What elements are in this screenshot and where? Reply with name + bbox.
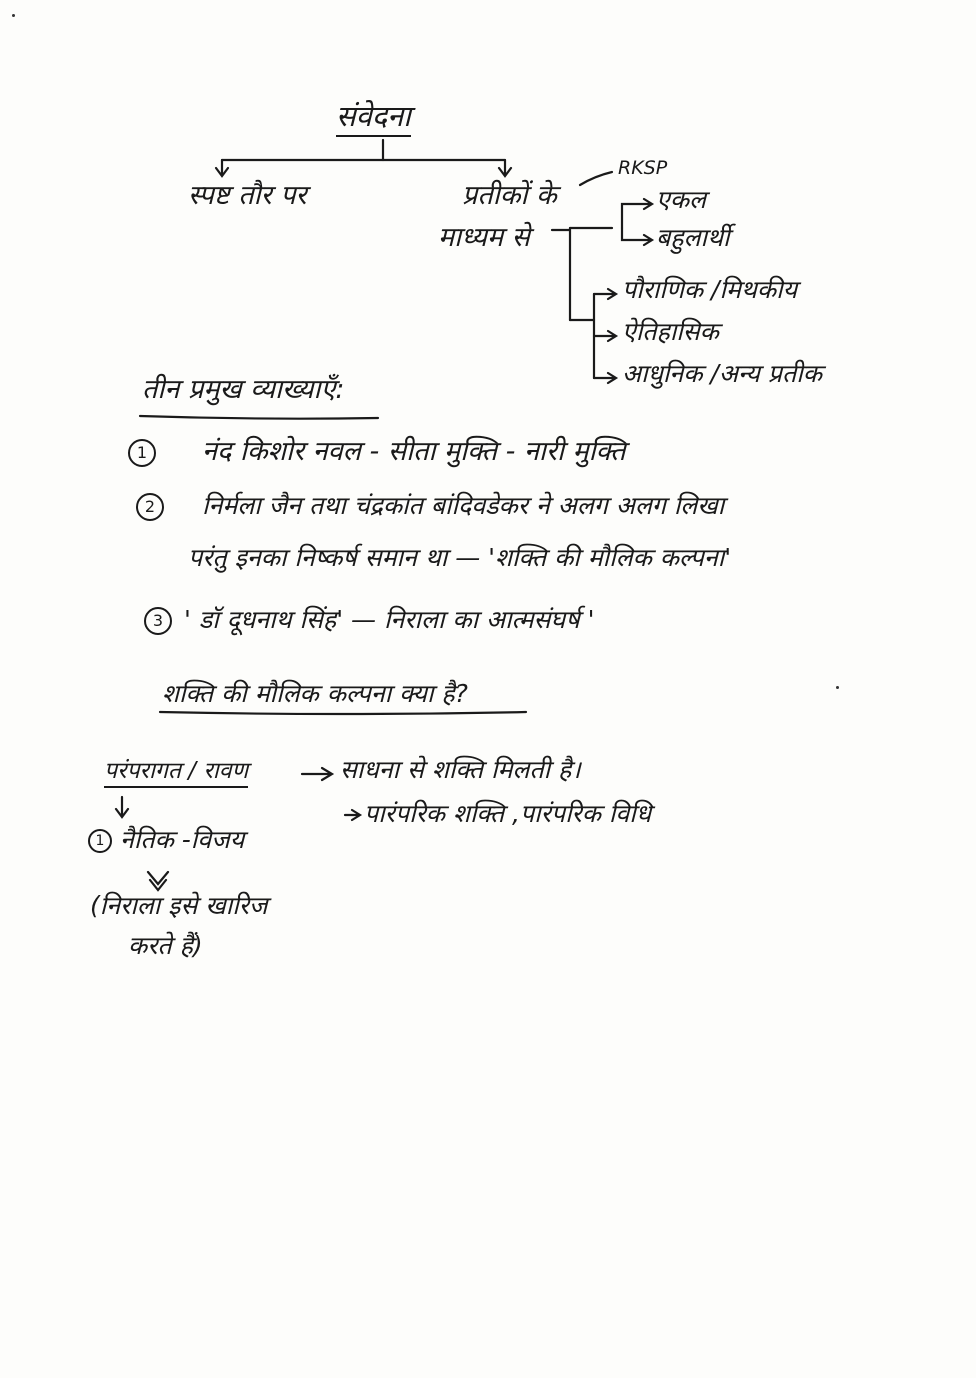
group-bracket bbox=[552, 228, 570, 320]
arrow-aitihasik bbox=[594, 331, 616, 341]
item-text: ' डॉ दूधनाथ सिंह' — निराला का आत्मसंघर्ष ' bbox=[184, 605, 595, 634]
right-arrow bbox=[499, 160, 511, 176]
sub-ekal: एकल bbox=[656, 185, 706, 214]
list-item-1 bbox=[128, 436, 626, 467]
list-item-3 bbox=[144, 606, 594, 635]
section2-heading: शक्ति की मौलिक कल्पना क्या है? bbox=[162, 679, 468, 708]
note-line1: (निराला इसे खारिज bbox=[90, 891, 268, 920]
point-number: 1 bbox=[88, 829, 112, 853]
right-branch-line2: माध्यम से bbox=[438, 222, 530, 253]
second-arrow bbox=[345, 810, 360, 820]
sub-bahularthi: बहुलार्थी bbox=[656, 223, 730, 252]
arrow-pauranik bbox=[594, 289, 616, 299]
sub-pauranik: पौराणिक /मिथकीय bbox=[622, 275, 798, 304]
sub-aitihasik: ऐतिहासिक bbox=[622, 317, 719, 346]
label-down-arrow bbox=[116, 797, 128, 817]
section1-heading: तीन प्रमुख व्याख्याएँ: bbox=[142, 374, 345, 405]
section1-underline bbox=[140, 416, 378, 419]
section2-underline bbox=[160, 712, 526, 714]
paramparagat-arrow bbox=[302, 768, 332, 780]
scan-speck bbox=[836, 686, 839, 689]
left-branch-label: स्पष्ट तौर पर bbox=[188, 180, 307, 211]
item-number: 2 bbox=[136, 493, 164, 521]
item-number: 3 bbox=[144, 607, 172, 635]
rksp-pointer bbox=[580, 172, 612, 185]
diagram-root: संवेदना bbox=[336, 100, 411, 137]
item-number: 1 bbox=[128, 439, 156, 467]
left-arrow bbox=[216, 160, 228, 176]
point-1 bbox=[88, 826, 244, 855]
scan-speck bbox=[12, 14, 15, 17]
item-text: नंद किशोर नवल - सीता मुक्ति - नारी मुक्ति bbox=[202, 436, 626, 467]
list-item-2 bbox=[136, 492, 724, 521]
arrow-bahularthi bbox=[622, 228, 652, 245]
arrow-ekal bbox=[622, 199, 652, 228]
right-branch-line1: प्रतीकों के bbox=[462, 180, 557, 211]
point-text: नैतिक -विजय bbox=[120, 825, 245, 854]
arrow-line1: साधना से शक्ति मिलती है। bbox=[340, 755, 581, 784]
list-item-2-cont: परंतु इनका निष्कर्ष समान था — 'शक्ति की मौलिक कल्पना' bbox=[188, 543, 732, 572]
paramparagat-label: परंपरागत / रावण bbox=[104, 758, 248, 788]
arrow-adhunik bbox=[594, 373, 616, 383]
sub-adhunik: आधुनिक /अन्य प्रतीक bbox=[622, 359, 822, 388]
note-line2: करते हैं) bbox=[128, 931, 203, 960]
rksp-label: RKSP bbox=[618, 157, 668, 179]
double-down-arrow bbox=[148, 872, 168, 890]
arrow-line2: पारंपरिक शक्ति ,पारंपरिक विधि bbox=[364, 799, 652, 828]
item-text: निर्मला जैन तथा चंद्रकांत बांदिवडेकर ने अलग अलग लिखा bbox=[202, 491, 725, 520]
